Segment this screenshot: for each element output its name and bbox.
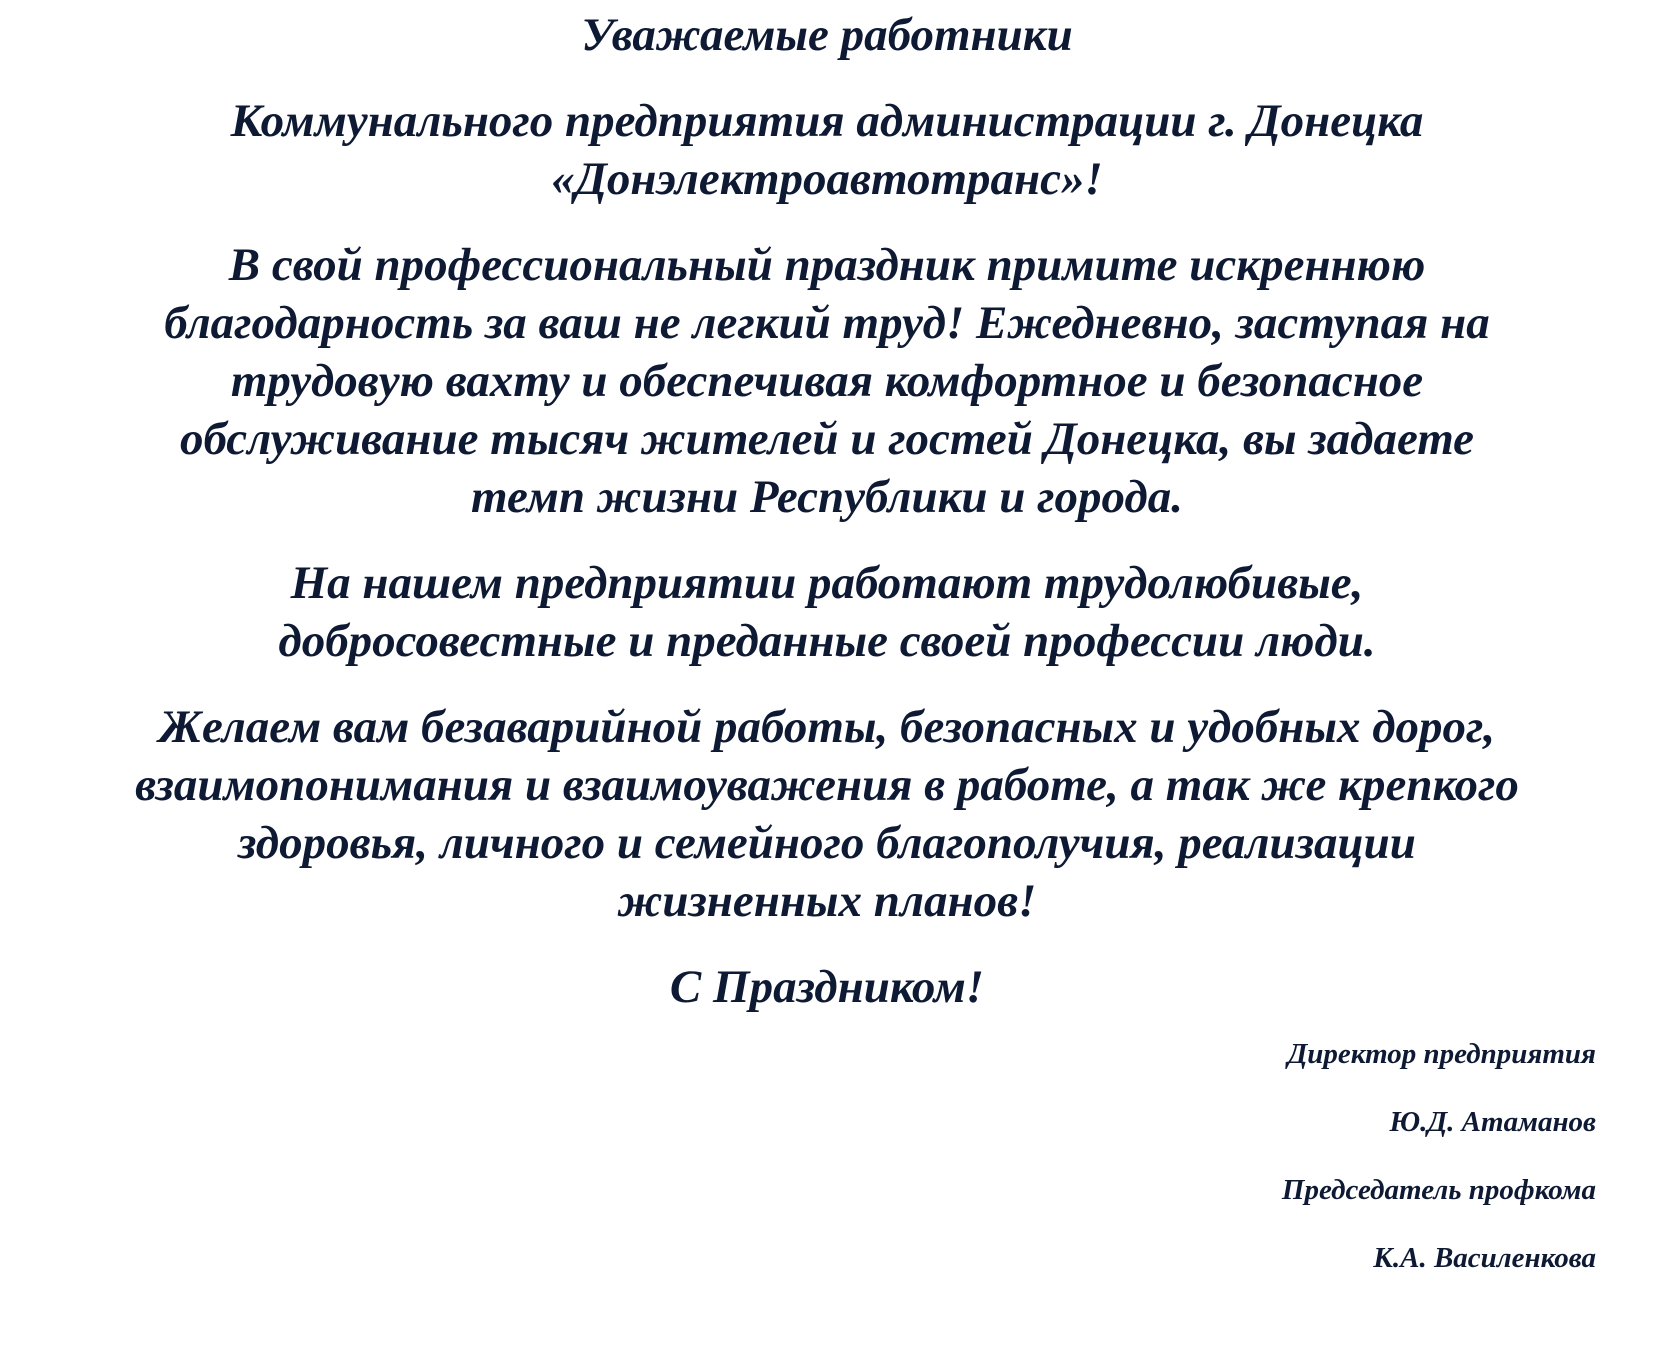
greeting-heading: Уважаемые работники (581, 9, 1073, 61)
director-title: Директор предприятия (1287, 1038, 1596, 1070)
organization-name: Коммунального предприятия администрации г. Донецка «Донэлектроавтотранс»! (230, 95, 1424, 205)
union-chair-title: Председатель профкома (1281, 1174, 1596, 1206)
letter-body (60, 6, 1594, 1016)
thanks-paragraph: В свой профессиональный праздник примите искреннюю благодарность за ваш не легкий труд! Ежедневно, заступая на трудовую вахту и обеспечивая комфортное и безопасное обслуживание тысяч жителей и гостей Донецка, вы задаете темп жизни Республики и города. (164, 239, 1490, 523)
team-paragraph: На нашем предприятии работают трудолюбивые, добросовестные и преданные своей профессии люди. (278, 557, 1376, 667)
wishes-paragraph: Желаем вам безаварийной работы, безопасных и удобных дорог, взаимопонимания и взаимоуважения в работе, а так же крепкого здоровья, личного и семейного благополучия, реализации жизненных планов! (135, 701, 1519, 927)
union-chair-name: К.А. Василенкова (1373, 1242, 1596, 1274)
holiday-greeting: С Праздником! (669, 961, 985, 1013)
director-name: Ю.Д. Атаманов (1389, 1106, 1596, 1138)
signature-block (1282, 1036, 1596, 1308)
